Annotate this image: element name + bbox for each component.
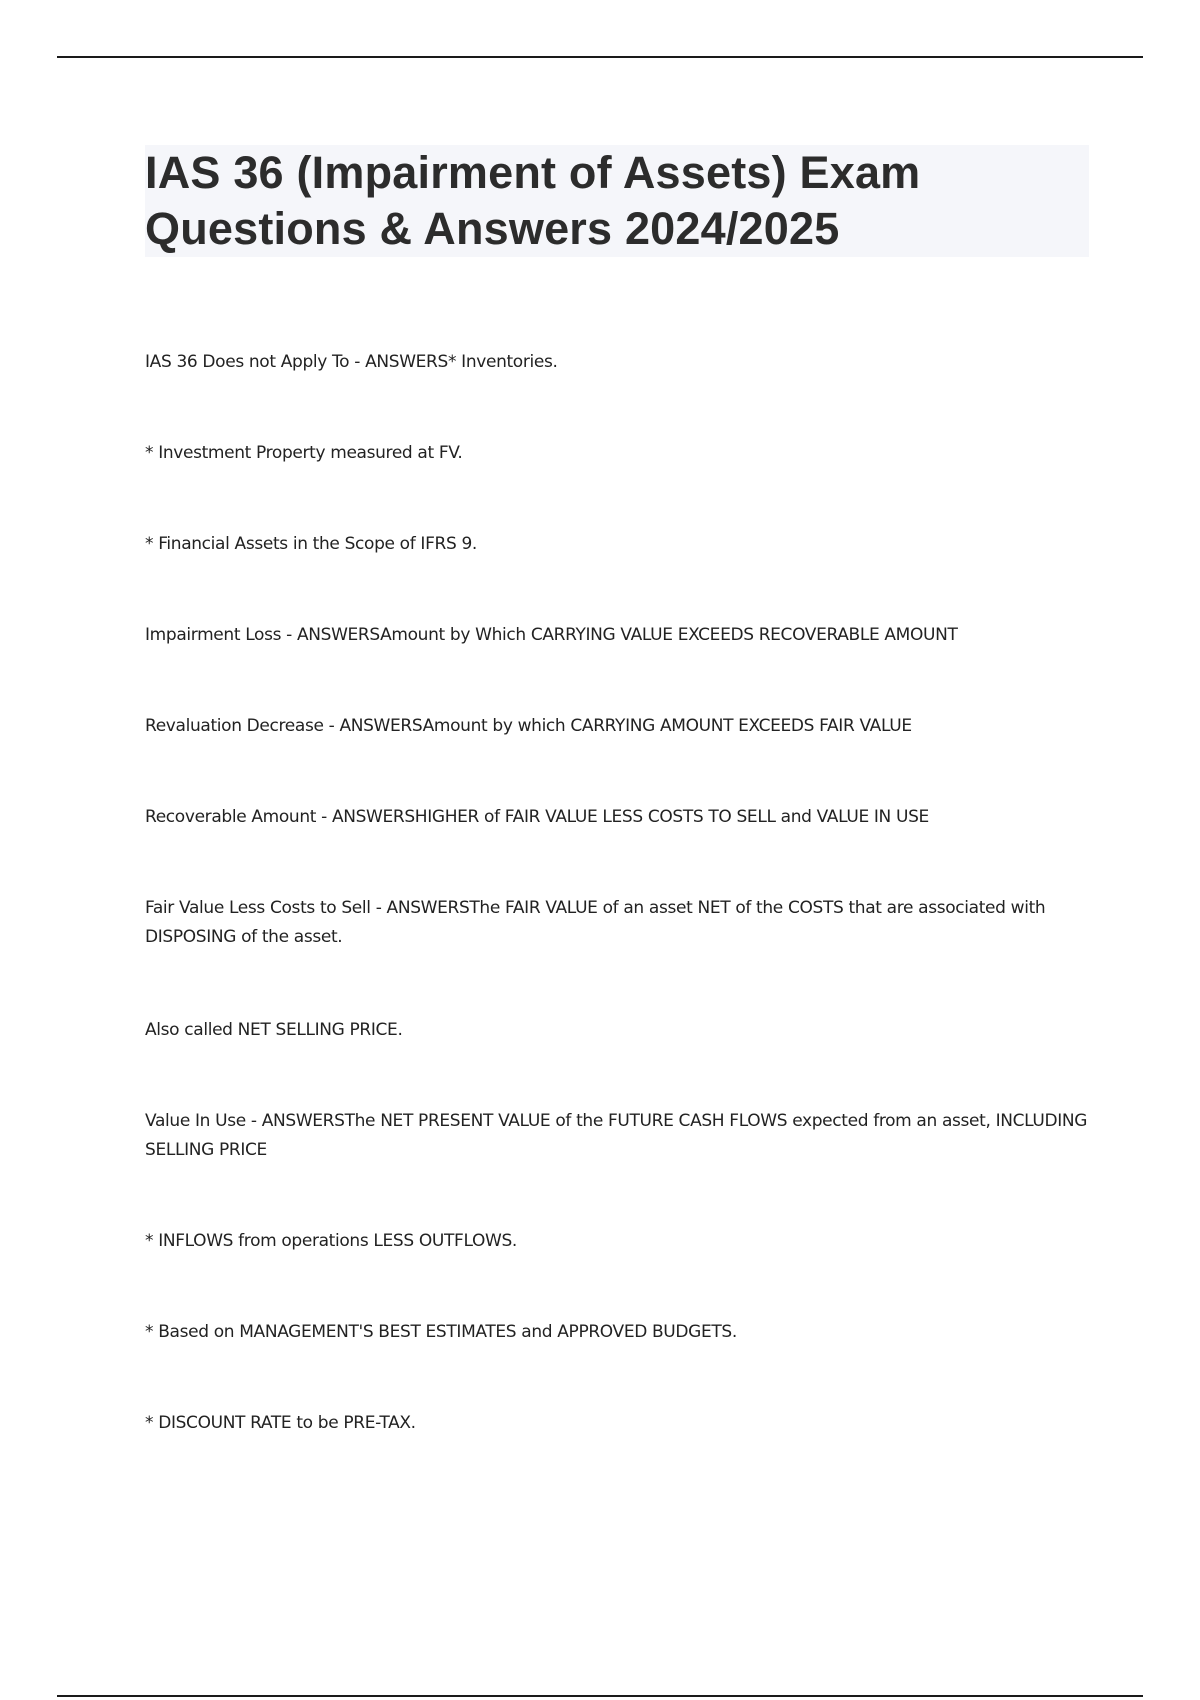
qa-entry: Fair Value Less Costs to Sell - ANSWERSThe FAIR VALUE of an asset NET of the COSTS that are associated with DISPOSING of the asset. xyxy=(145,898,1046,947)
qa-entry: * Financial Assets in the Scope of IFRS 9. xyxy=(145,534,477,554)
header-rule xyxy=(57,56,1143,58)
qa-entry: * Investment Property measured at FV. xyxy=(145,443,463,463)
qa-entry: * INFLOWS from operations LESS OUTFLOWS. xyxy=(145,1231,517,1251)
qa-entry: IAS 36 Does not Apply To - ANSWERS* Inventories. xyxy=(145,352,558,372)
qa-entry: Value In Use - ANSWERSThe NET PRESENT VALUE of the FUTURE CASH FLOWS expected from an asset, INCLUDING SELLING PRICE xyxy=(145,1111,1088,1160)
footer-rule xyxy=(57,1695,1143,1697)
qa-entry: Recoverable Amount - ANSWERSHIGHER of FAIR VALUE LESS COSTS TO SELL and VALUE IN USE xyxy=(145,807,929,827)
qa-entry: Also called NET SELLING PRICE. xyxy=(145,1020,403,1040)
qa-entry: * DISCOUNT RATE to be PRE-TAX. xyxy=(145,1413,416,1433)
qa-entry: Impairment Loss - ANSWERSAmount by Which CARRYING VALUE EXCEEDS RECOVERABLE AMOUNT xyxy=(145,625,958,645)
page-title: IAS 36 (Impairment of Assets) Exam Questions & Answers 2024/2025 xyxy=(145,147,921,254)
qa-entry: Revaluation Decrease - ANSWERSAmount by which CARRYING AMOUNT EXCEEDS FAIR VALUE xyxy=(145,716,912,736)
qa-entry: * Based on MANAGEMENT'S BEST ESTIMATES and APPROVED BUDGETS. xyxy=(145,1322,737,1342)
title-block xyxy=(145,145,1089,257)
